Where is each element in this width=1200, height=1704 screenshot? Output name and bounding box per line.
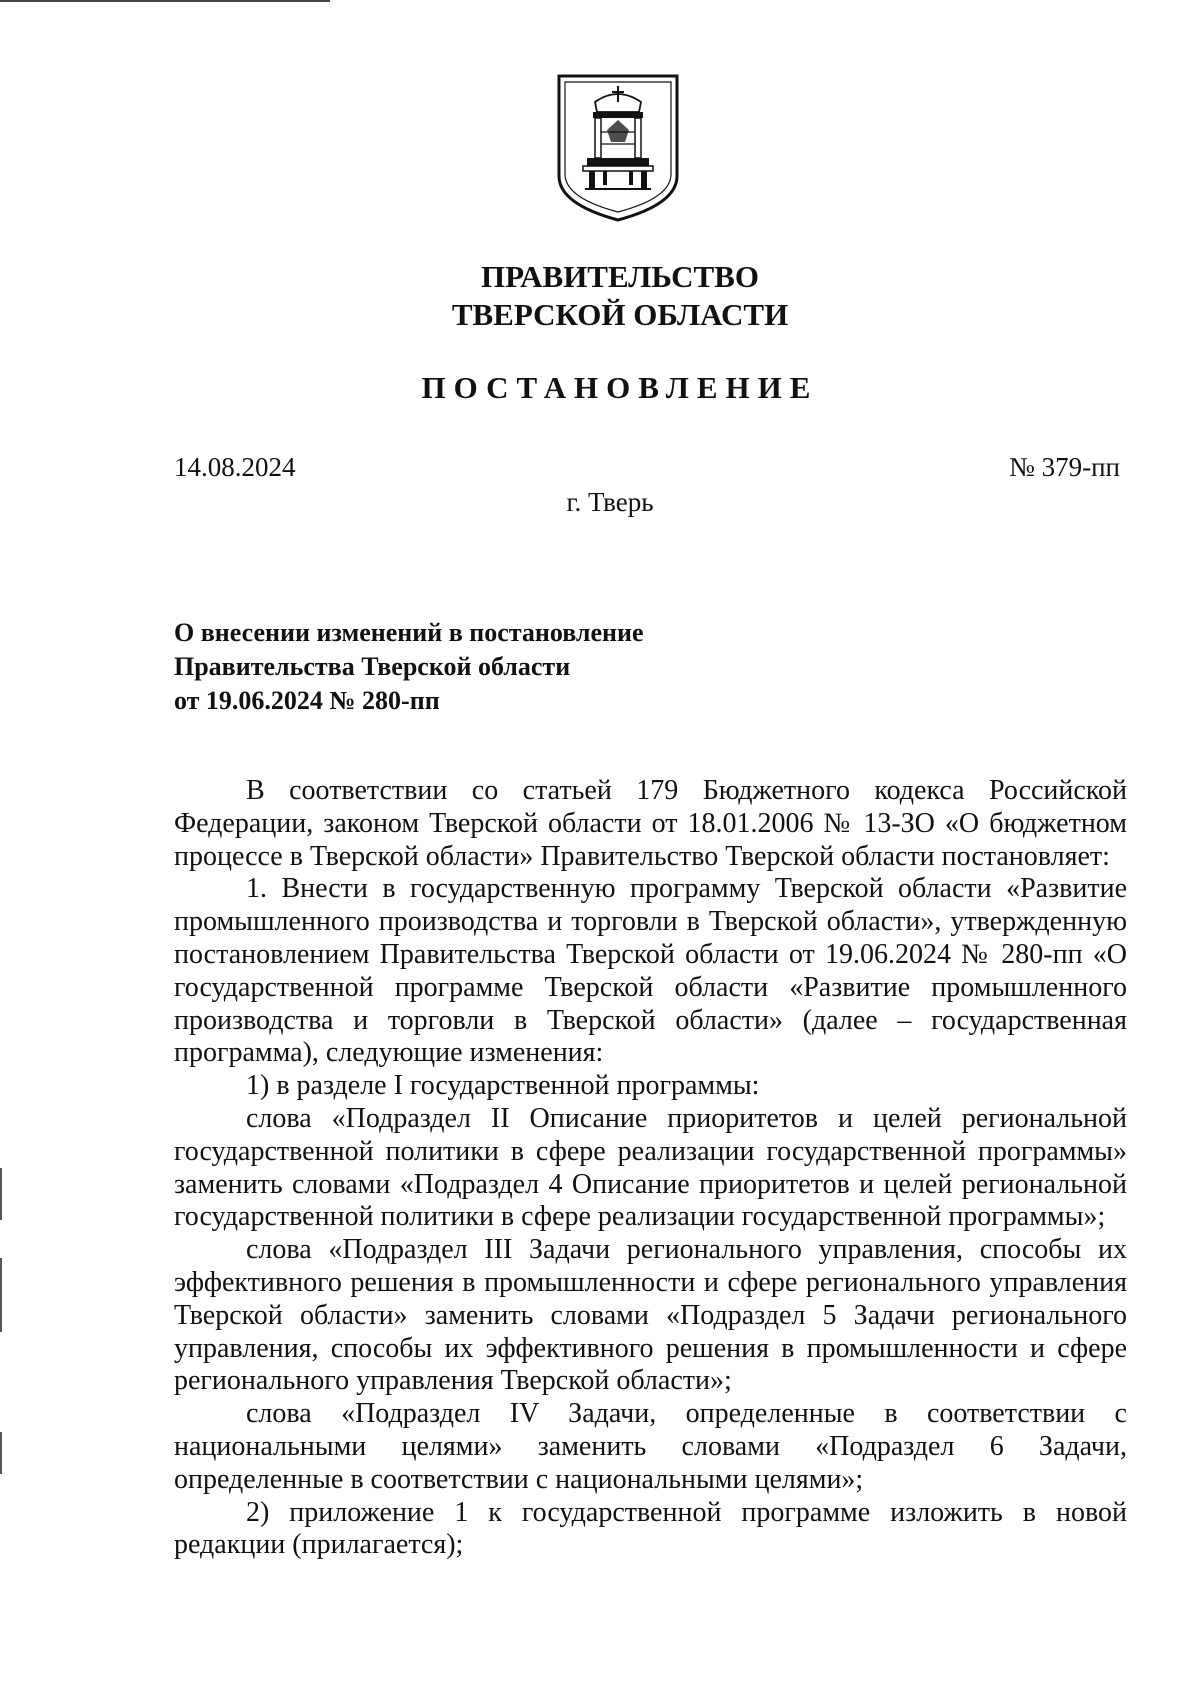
scan-edge-mark (0, 1258, 2, 1332)
body-paragraph: слова «Подраздел II Описание приоритетов и целей региональной государственной политики в сфере реализации государственной программы» заменить словами «Подраздел 4 Описание приоритетов и целей региональной государственной политики в сфере реализации государственной программы»; (174, 1102, 1127, 1233)
scan-edge-line (0, 0, 330, 2)
organization-name (0, 258, 1200, 334)
body-paragraph: слова «Подраздел IV Задачи, определенные в соответствии с национальными целями» заменить словами «Подраздел 6 Задачи, определенные в соответствии с национальными целями»; (174, 1398, 1127, 1495)
scan-edge-mark (0, 1168, 2, 1220)
body-paragraph: слова «Подраздел III Задачи регионального управления, способы их эффективного решения в промышленности и сфере регионального управления Тверской области» заменить словами «Подраздел 5 Задачи регионального управления, способы их эффективного решения в промышленности и сфере регионального управления Тверской области»; (174, 1234, 1127, 1397)
document-number: № 379-пп (1009, 452, 1120, 482)
body-paragraph: 2) приложение 1 к государственной программе изложить в новой редакции (прилагается); (174, 1496, 1127, 1561)
body-paragraph: 1. Внести в государственную программу Тверской области «Развитие промышленного производства и торговли в Тверской области», утвержденную постановлением Правительства Тверской области от 19.06.2024 № 280-пп «О государственной программе Тверской области «Развитие промышленного производства и торговли в Тверской области» (далее – государственная программа), следующие изменения: (174, 873, 1127, 1069)
coat-of-arms-emblem (555, 72, 681, 224)
document-subject (174, 616, 644, 718)
body-paragraph: 1) в разделе I государственной программы: (246, 1070, 760, 1102)
document-city: г. Тверь (566, 487, 654, 517)
scan-edge-mark (0, 1432, 2, 1474)
org-name-line-1: ПРАВИТЕЛЬСТВО (481, 259, 759, 294)
document-body (174, 775, 1127, 1562)
document-type: ПОСТАНОВЛЕНИЕ (421, 370, 819, 405)
subject-line-1: О внесении изменений в постановление (174, 618, 644, 647)
subject-line-2: Правительства Тверской области (174, 652, 571, 681)
document-date: 14.08.2024 (174, 452, 296, 482)
subject-line-3: от 19.06.2024 № 280-пп (174, 686, 440, 715)
org-name-line-2: ТВЕРСКОЙ ОБЛАСТИ (451, 297, 789, 332)
body-paragraph: В соответствии со статьей 179 Бюджетного кодекса Российской Федерации, законом Тверской области от 18.01.2006 № 13-ЗО «О бюджетном процессе в Тверской области» Правительство Тверской области постановляет: (174, 775, 1127, 872)
